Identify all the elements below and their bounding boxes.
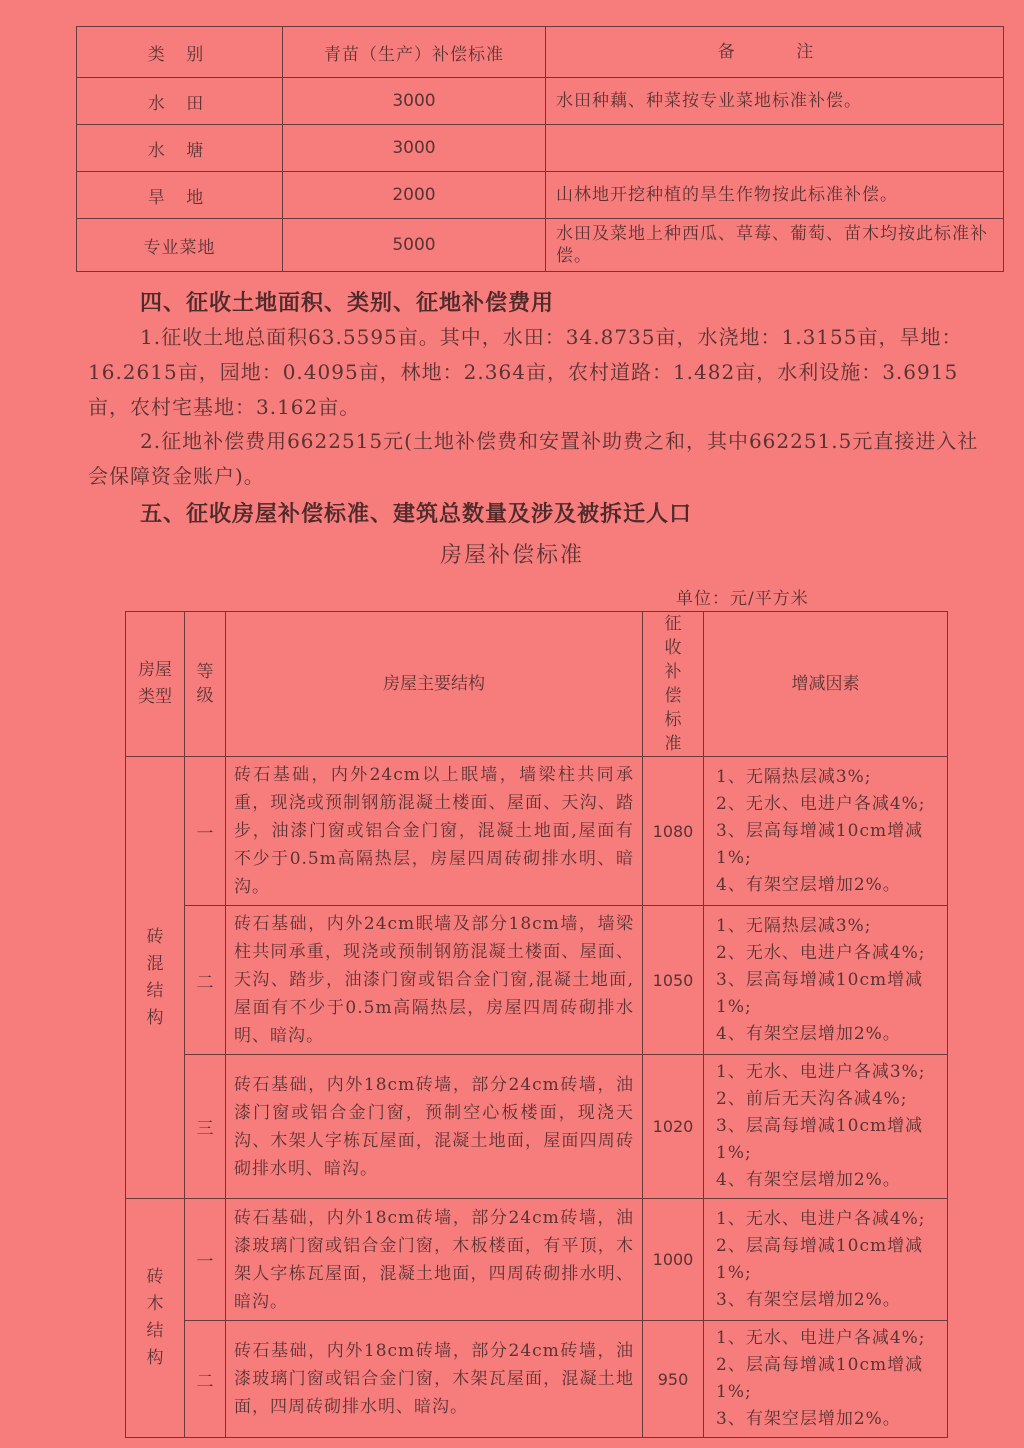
header-grade-text: 等级 bbox=[196, 662, 214, 706]
factor-item: 4、有架空层增加2%。 bbox=[716, 874, 901, 895]
row-standard: 3000 bbox=[283, 78, 546, 125]
factor-item: 4、有架空层增加2%。 bbox=[716, 1170, 901, 1190]
table-title: 房屋补偿标准 bbox=[439, 543, 584, 568]
structure-cell: 砖石基础，内外18cm砖墙，部分24cm砖墙，油漆玻璃门窗或铝合金门窗，木架瓦屋面，混凝土地面，四周砖砌排水明、暗沟。 bbox=[226, 1321, 643, 1438]
factor-item: 1、无水、电进户各减4%; bbox=[716, 1208, 926, 1229]
factor-item: 1、无隔热层减3%; bbox=[716, 766, 872, 787]
row-type: 水 塘 bbox=[77, 125, 283, 172]
price-cell: 950 bbox=[643, 1321, 704, 1438]
house-type-text: 砖混结构 bbox=[146, 926, 164, 1028]
table-row bbox=[126, 1199, 948, 1321]
factors-cell bbox=[704, 906, 948, 1055]
factor-item: 1、无水、电进户各减3%; bbox=[716, 1062, 926, 1082]
price-cell: 1000 bbox=[643, 1199, 704, 1321]
row-note bbox=[546, 125, 1004, 172]
factors-cell bbox=[704, 1321, 948, 1438]
house-type-cell bbox=[126, 757, 185, 1199]
factor-item: 2、前后无天沟各减4%; bbox=[716, 1089, 908, 1109]
header-factors: 增减因素 bbox=[704, 612, 948, 757]
structure-cell: 砖石基础，内外24cm以上眠墙，墙梁柱共同承重，现浇或预制钢筋混凝土楼面、屋面、天沟、踏步，油漆门窗或铝合金门窗，混凝土地面,屋面有不少于0.5m高隔热层，房屋四周砖砌排水明、暗沟。 bbox=[226, 757, 643, 906]
table-row bbox=[77, 219, 1004, 272]
factor-item: 2、层高每增减10cm增减1%; bbox=[716, 1235, 924, 1283]
price-cell: 1020 bbox=[643, 1055, 704, 1199]
grade-cell: 一 bbox=[185, 1199, 226, 1321]
factors-cell bbox=[704, 1199, 948, 1321]
factor-item: 2、层高每增减10cm增减1%; bbox=[716, 1355, 924, 1402]
factor-item: 2、无水、电进户各减4%; bbox=[716, 942, 926, 963]
factor-item: 1、无隔热层减3%; bbox=[716, 915, 872, 936]
header-type: 类 别 bbox=[77, 27, 283, 78]
section5-heading: 五、征收房屋补偿标准、建筑总数量及涉及被拆迁人口 bbox=[140, 501, 693, 527]
factor-item: 4、有架空层增加2%。 bbox=[716, 1023, 901, 1044]
factor-item: 3、有架空层增加2%。 bbox=[716, 1289, 901, 1310]
grade-cell: 二 bbox=[185, 1321, 226, 1438]
section4-paragraph-2: 2.征地补偿费用6622515元(土地补偿费和安置补助费之和，其中662251.5元直接进入社会保障资金账户)。 bbox=[88, 429, 979, 488]
factors-cell bbox=[704, 757, 948, 906]
row-standard: 2000 bbox=[283, 172, 546, 219]
row-type: 专业菜地 bbox=[77, 219, 283, 272]
header-house-type bbox=[126, 612, 185, 757]
header-note: 备 注 bbox=[546, 27, 1004, 78]
table-row bbox=[126, 1055, 948, 1199]
factor-item: 3、层高每增减10cm增减1%; bbox=[716, 820, 924, 868]
structure-cell: 砖石基础，内外18cm砖墙，部分24cm砖墙，油漆玻璃门窗或铝合金门窗，木板楼面，有平顶，木架人字栋瓦屋面，混凝土地面，四周砖砌排水明、暗沟。 bbox=[226, 1199, 643, 1321]
factor-item: 1、无水、电进户各减4%; bbox=[716, 1328, 926, 1348]
structure-cell: 砖石基础，内外18cm砖墙，部分24cm砖墙，油漆门窗或铝合金门窗，预制空心板楼面，现浇天沟、木架人字栋瓦屋面，混凝土地面，屋面四周砖砌排水明、暗沟。 bbox=[226, 1055, 643, 1199]
price-cell: 1080 bbox=[643, 757, 704, 906]
factors-cell bbox=[704, 1055, 948, 1199]
table-row bbox=[126, 757, 948, 906]
section4-heading: 四、征收土地面积、类别、征地补偿费用 bbox=[140, 290, 555, 316]
row-note: 山林地开挖种植的旱生作物按此标准补偿。 bbox=[546, 172, 1004, 219]
grade-cell: 一 bbox=[185, 757, 226, 906]
price-cell: 1050 bbox=[643, 906, 704, 1055]
grade-cell: 三 bbox=[185, 1055, 226, 1199]
table-header-row bbox=[126, 612, 948, 757]
table-row bbox=[77, 78, 1004, 125]
section4-paragraph-1: 1.征收土地总面积63.5595亩。其中，水田：34.8735亩，水浇地：1.3155亩，旱地：16.2615亩，园地：0.4095亩，林地：2.364亩，农村道路：1.482亩，水利设施：3.6915亩，农村宅基地：3.162亩。 bbox=[88, 325, 963, 419]
house-compensation-table bbox=[125, 611, 948, 1438]
header-house-type-text: 房屋类型 bbox=[138, 660, 172, 707]
crop-compensation-table bbox=[76, 26, 1004, 272]
header-structure: 房屋主要结构 bbox=[226, 612, 643, 757]
table-row bbox=[126, 1321, 948, 1438]
header-grade bbox=[185, 612, 226, 757]
header-standard: 青苗（生产）补偿标准 bbox=[283, 27, 546, 78]
factor-item: 2、无水、电进户各减4%; bbox=[716, 793, 926, 814]
factor-item: 3、层高每增减10cm增减1%; bbox=[716, 969, 924, 1017]
row-note: 水田种藕、种菜按专业菜地标准补偿。 bbox=[546, 78, 1004, 125]
table-row bbox=[126, 906, 948, 1055]
row-standard: 3000 bbox=[283, 125, 546, 172]
grade-cell: 二 bbox=[185, 906, 226, 1055]
row-standard: 5000 bbox=[283, 219, 546, 272]
header-price-text: 征收补偿标准 bbox=[664, 614, 682, 754]
row-type: 水 田 bbox=[77, 78, 283, 125]
factor-item: 3、层高每增减10cm增减1%; bbox=[716, 1116, 924, 1163]
header-price bbox=[643, 612, 704, 757]
table-header-row bbox=[77, 27, 1004, 78]
house-type-cell bbox=[126, 1199, 185, 1438]
unit-label: 单位：元/平方米 bbox=[676, 589, 809, 609]
house-type-text: 砖木结构 bbox=[146, 1267, 164, 1368]
table-row bbox=[77, 172, 1004, 219]
table-row bbox=[77, 125, 1004, 172]
factor-item: 3、有架空层增加2%。 bbox=[716, 1409, 901, 1429]
row-type: 旱 地 bbox=[77, 172, 283, 219]
structure-cell: 砖石基础，内外24cm眠墙及部分18cm墙，墙梁柱共同承重，现浇或预制钢筋混凝土楼面、屋面、天沟、踏步，油漆门窗或铝合金门窗,混凝土地面,屋面有不少于0.5m高隔热层，房屋四周砖砌排水明、暗沟。 bbox=[226, 906, 643, 1055]
row-note: 水田及菜地上种西瓜、草莓、葡萄、苗木均按此标准补偿。 bbox=[546, 219, 1004, 272]
